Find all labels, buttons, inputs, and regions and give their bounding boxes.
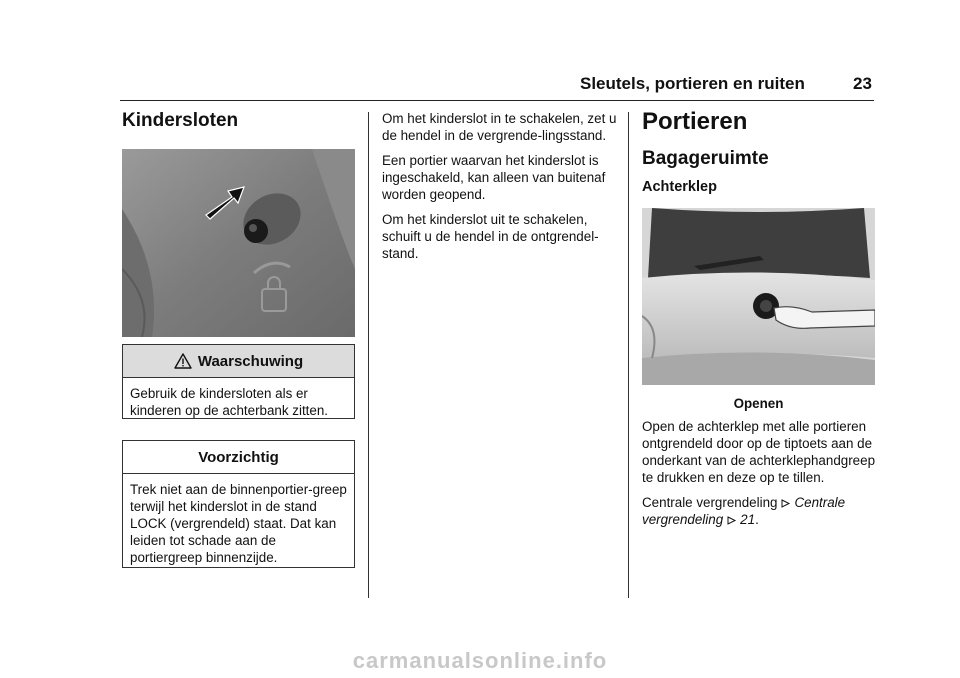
figure-caption: Openen xyxy=(733,396,784,411)
column-divider-1 xyxy=(368,112,369,598)
column-3-text xyxy=(642,418,878,536)
cross-reference-icon xyxy=(726,515,737,526)
caution-title: Voorzichtig xyxy=(123,441,354,474)
paragraph: Om het kinderslot in te schakelen, zet u de hendel in de vergrende-lingsstand. xyxy=(382,111,617,143)
warning-body: Gebruik de kindersloten als er kinderen op de achterbank zitten. xyxy=(130,386,329,418)
warning-triangle-icon xyxy=(174,353,192,369)
caution-body: Trek niet aan de binnenportier-greep terwijl het kinderslot in de stand LOCK (vergrendeld) staat. Dat kan leiden tot schade aan de portiergreep binnenzijde. xyxy=(130,482,347,565)
cross-reference xyxy=(642,494,878,528)
paragraph: Een portier waarvan het kinderslot is ingeschakeld, kan alleen van buitenaf worden geopend. xyxy=(382,153,606,202)
header-rule xyxy=(120,100,874,101)
column-divider-2 xyxy=(628,112,629,598)
heading-kindersloten: Kindersloten xyxy=(122,110,239,131)
paragraph: Open de achterklep met alle portieren ontgrendeld door op de tiptoets aan de onderkant van de achterklephandgreep te drukken en deze op te tillen. xyxy=(642,419,876,485)
warning-header xyxy=(123,345,354,378)
warning-box xyxy=(122,344,355,419)
heading-achterklep: Achterklep xyxy=(642,179,717,195)
paragraph: Om het kinderslot uit te schakelen, schuift u de hendel in de ontgrendel-stand. xyxy=(382,212,599,261)
watermark: carmanualsonline.info xyxy=(352,648,608,673)
xref-target[interactable]: Centrale vergrendeling xyxy=(642,495,846,527)
heading-portieren: Portieren xyxy=(642,108,748,135)
xref-page[interactable]: 21 xyxy=(740,512,756,527)
running-header-title: Sleutels, portieren en ruiten xyxy=(580,74,805,93)
heading-bagageruimte: Bagageruimte xyxy=(642,148,769,169)
page-number: 23 xyxy=(853,74,872,93)
cross-reference-icon xyxy=(780,498,791,509)
tailgate-opening-illustration xyxy=(642,208,875,385)
xref-lead: Centrale vergrendeling xyxy=(642,495,778,510)
child-lock-illustration xyxy=(122,149,355,337)
warning-title: Waarschuwing xyxy=(197,352,304,370)
caution-box xyxy=(122,440,355,568)
column-2-text xyxy=(382,110,618,270)
xref-end: . xyxy=(755,512,759,527)
